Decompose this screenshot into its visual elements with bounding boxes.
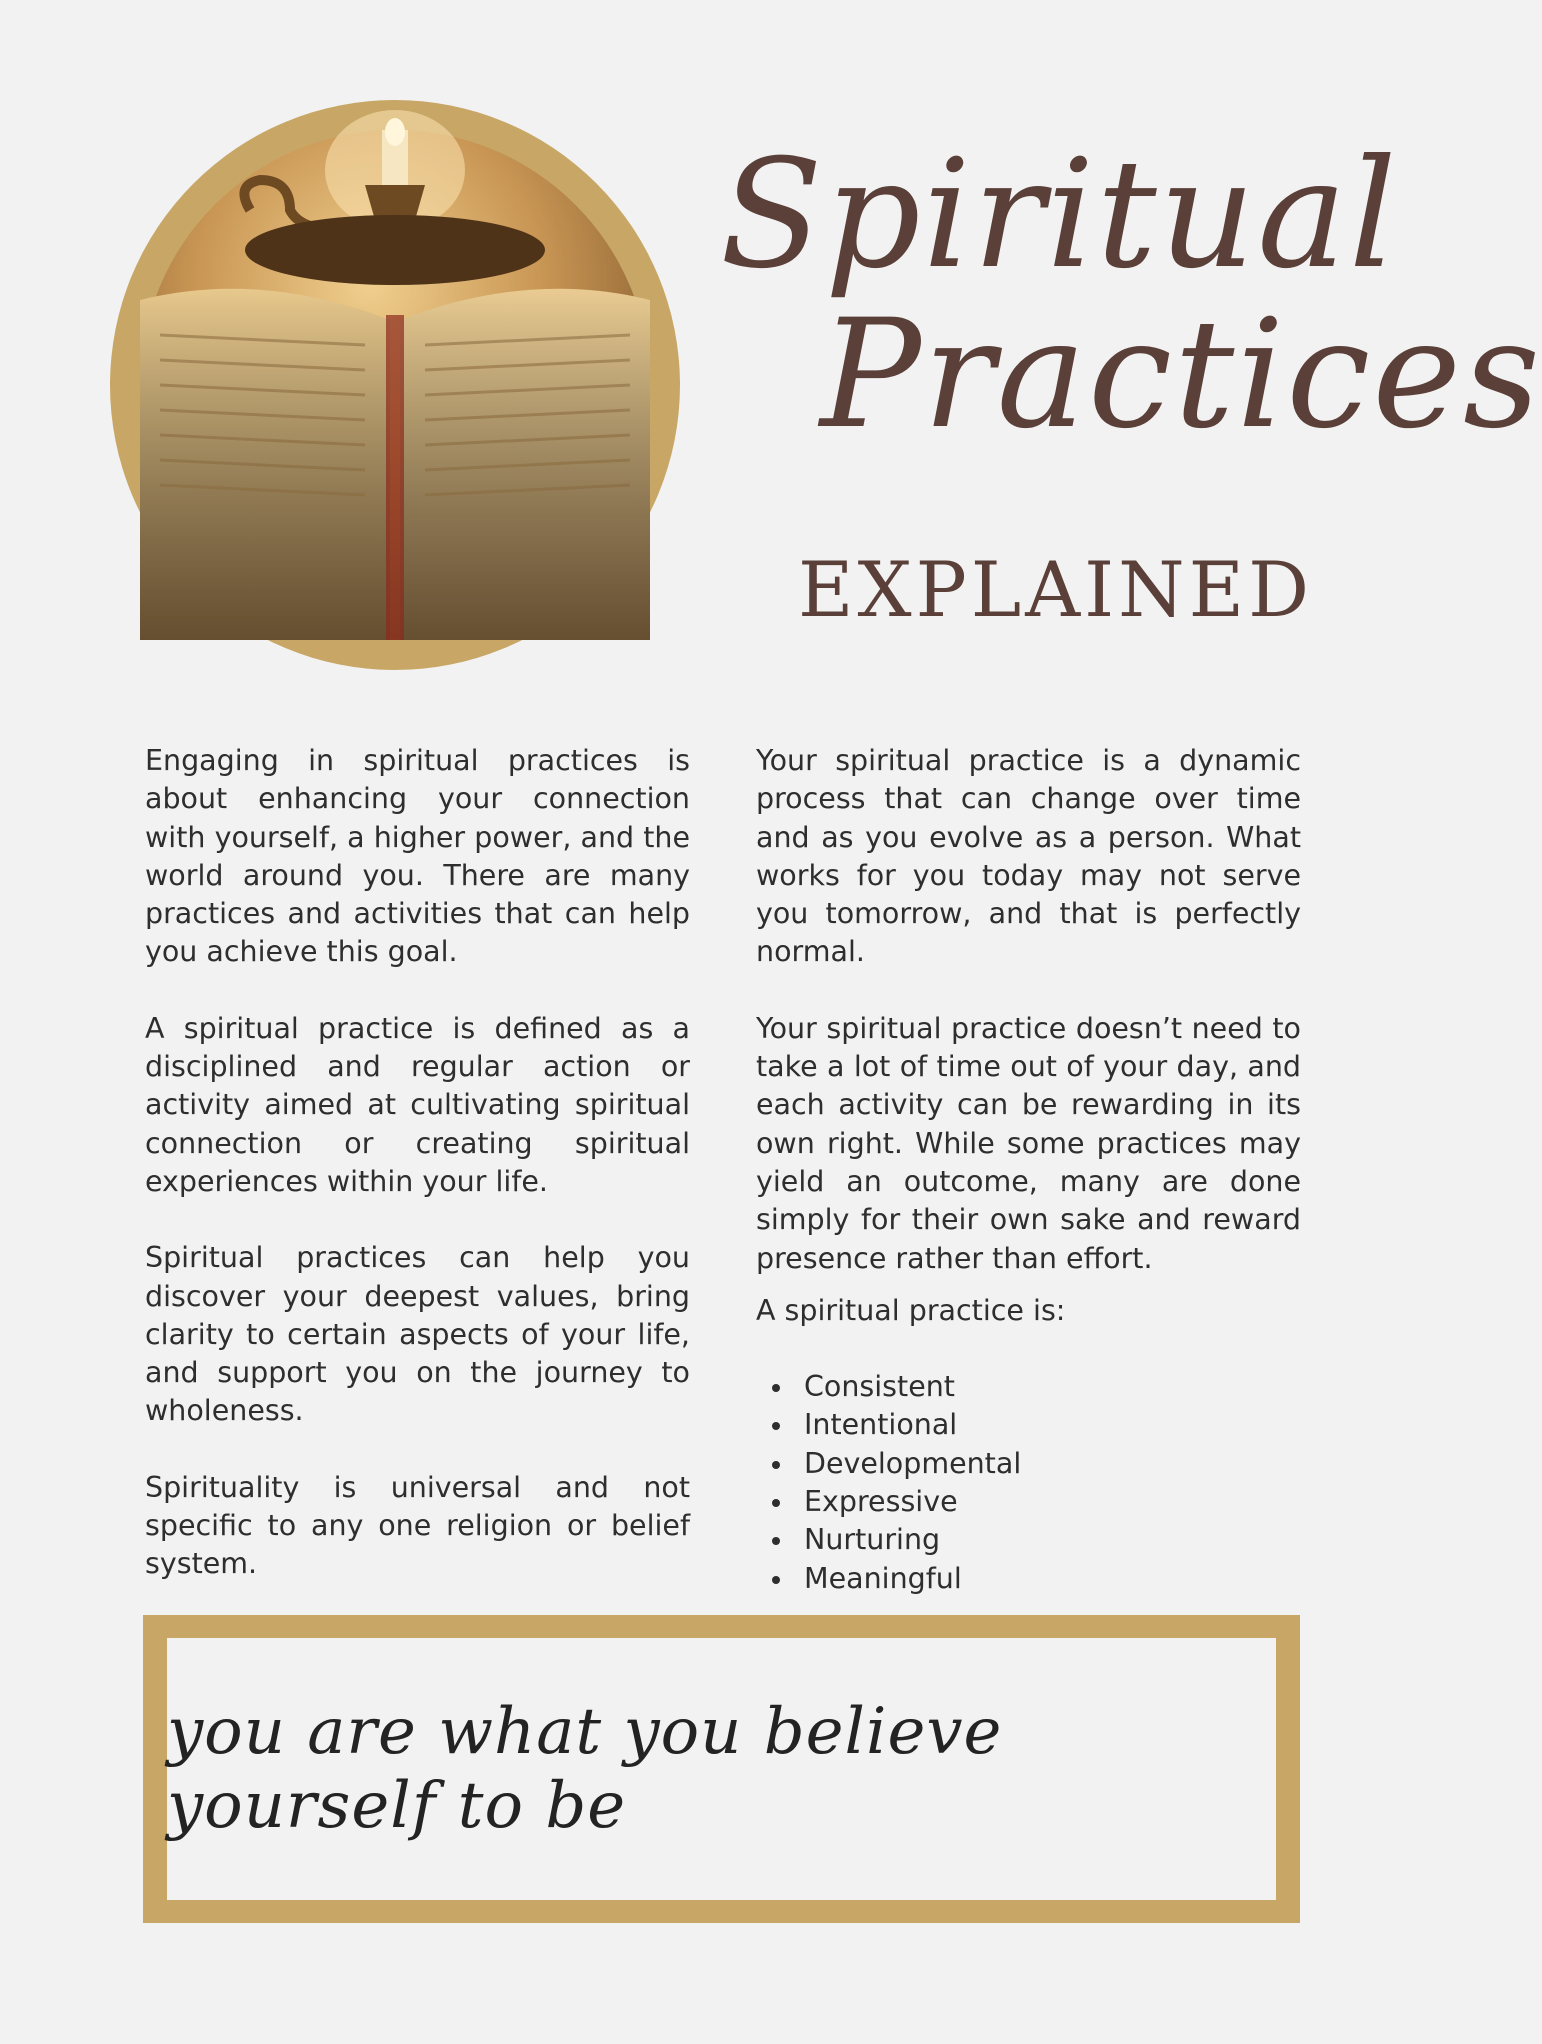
- list-item: Intentional: [804, 1406, 1301, 1444]
- book-candle-illustration: [140, 130, 650, 640]
- quote-frame: [143, 1615, 1300, 1923]
- traits-list: [756, 1368, 1301, 1598]
- paragraph: A spiritual practice is defined as a disciplined and regular action or activity aimed at cultivating spiritual connection or creating spiritual experiences within your life.: [145, 1011, 690, 1198]
- quote-box: [167, 1638, 1276, 1900]
- left-text-column: [145, 742, 690, 1622]
- paragraph: Engaging in spiritual practices is about enhancing your connection with yourself, a higher power, and the world around you. There are many practices and activities that can help you achieve this goal.: [145, 744, 690, 969]
- paragraph: Your spiritual practice is a dynamic process that can change over time and as you evolve as a person. What works for you today may not serve you tomorrow, and that is perfectly normal.: [756, 744, 1301, 969]
- right-text-column: [756, 742, 1301, 1598]
- list-item: Consistent: [804, 1368, 1301, 1406]
- page-subtitle: EXPLAINED: [798, 545, 1314, 634]
- list-item: Expressive: [804, 1483, 1301, 1521]
- list-item: Meaningful: [804, 1560, 1301, 1598]
- paragraph: Spiritual practices can help you discover your deepest values, bring clarity to certain aspects of your life, and support you on the journey to wholeness.: [145, 1241, 690, 1428]
- list-item: Nurturing: [804, 1521, 1301, 1559]
- list-item: Developmental: [804, 1445, 1301, 1483]
- title-script-line-2: Practices: [820, 288, 1542, 462]
- title-script-line-1: Spiritual: [720, 128, 1399, 302]
- quote-text: you are what you believe yourself to be: [167, 1695, 1003, 1843]
- list-intro: A spiritual practice is:: [756, 1293, 1066, 1327]
- paragraph: Spirituality is universal and not specific to any one religion or belief system.: [145, 1470, 690, 1581]
- photo-frame-ring: [110, 100, 680, 670]
- open-book-candle-photo: [140, 130, 650, 640]
- paragraph: Your spiritual practice doesn’t need to take a lot of time out of your day, and each activity can be rewarding in its own right. While some practices may yield an outcome, many are done simply for their own sake and reward presence rather than effort.: [756, 1011, 1301, 1275]
